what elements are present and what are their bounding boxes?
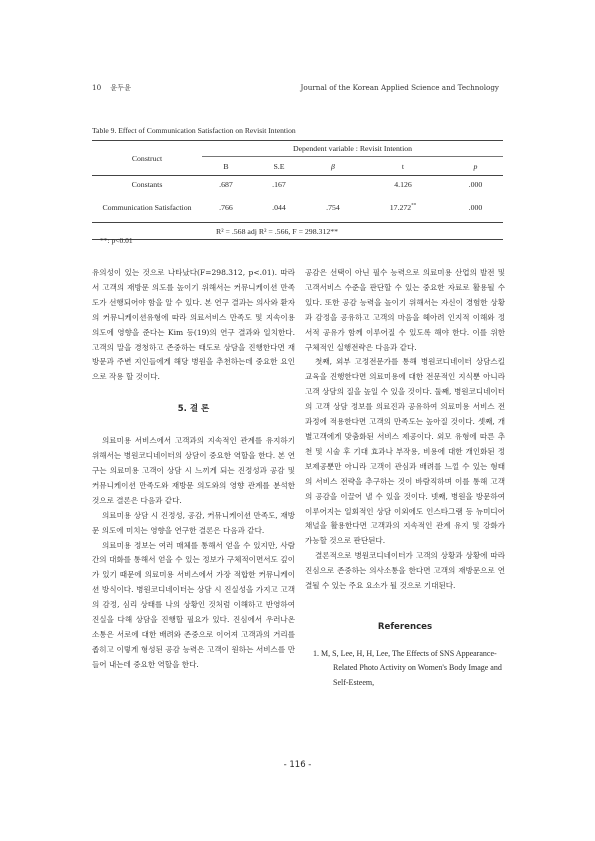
model-summary: R² = .568 adj R² = .566, F = 298.312**: [202, 223, 503, 240]
body-paragraph: 결론적으로 병원코디네이터가 고객의 상황과 상황에 따라 진심으로 존중하는 의사소통을 한다면 고객의 재방문으로 연결될 수 있는 주요 요소가 될 것으로 기대된다.: [305, 551, 505, 591]
row-t-sup: **: [411, 202, 417, 208]
left-column: [92, 266, 295, 673]
row-construct: Communication Satisfaction: [102, 202, 192, 212]
body-paragraph: 첫째, 외부 고정전문가를 통해 병원코디네이터 상담스킬 교육을 진행한다면 의료미용에 대한 전문적인 지식뿐 아니라 고객 상담의 질을 높일 수 있을 것이다. 둘째, 병원코디네이터의 고객 상담 정보를 의료진과 공유하여 의료미용 서비스 전 과정에 적용한다면 고객의 만족도는 높아질 것이다. 셋째, 개별고객에게 맞춤화된 서비스 제공이다. 외모 유형에 따른 추천 및 시술 후 기대 효과나 부작용, 비용에 대한 개인화된 정보제공뿐만 아니라 고객이 관심과 배려를 느낄 수 있는 형태의 서비스 전략을 추구하는 것이 바람직하며 이를 통해 고객의 공감을 이끌어 낼 수 있을 것이다. 넷째, 병원을 방문하여 이루어지는 일회적인 상담 이외에도 인스타그램 등 뉴미디어 채널을 활용한다면 고객과의 지속적인 관계 유지 및 강화가 가능할 것으로 판단된다.: [305, 357, 505, 546]
row-beta: [308, 176, 358, 193]
right-column: [305, 266, 505, 691]
row-b: .687: [202, 176, 250, 193]
col-header-p: p: [473, 161, 478, 171]
body-paragraph: 의료미용 서비스에서 고객과의 지속적인 관계를 유지하기 위해서는 병원코디네이터의 상담이 중요한 역할을 한다. 본 연구는 의료미용 고객이 상담 시 느끼게 되는 진정성과 공감 및 커뮤니케이션 만족도와 재방문 의도와의 영향 관계를 분석한 것으로 결론은 다음과 같다.: [92, 436, 295, 505]
table-caption: Table 9. Effect of Communication Satisfaction on Revisit Intention: [92, 126, 296, 135]
row-se: .044: [272, 202, 286, 212]
page-number-header: 10: [92, 83, 102, 92]
col-header-beta: β: [331, 161, 335, 171]
row-construct: Constants: [92, 176, 202, 193]
regression-table: [92, 140, 503, 240]
page-footer-number: - 116 -: [283, 760, 312, 770]
body-paragraph: 의료미용 상담 시 진정성, 공감, 커뮤니케이션 만족도, 재방문 의도에 미치는 영향을 연구한 결론은 다음과 같다.: [92, 510, 295, 535]
row-t: [358, 176, 448, 193]
row-p: .000: [468, 202, 483, 212]
body-paragraph: 유의성이 있는 것으로 나타났다(F=298.312, p<.01). 따라서 고객의 재방문 의도를 높이기 위해서는 커뮤니케이션 만족도가 선행되어야 함을 알 수 있다. 본 연구 결과는 의사와 환자의 커뮤니케이션유형에 따라 의료서비스 만족도 및 지속이용의도에 영향을 준다는 Kim 등(19)의 연구 결과와 일치한다. 고객의 말을 경청하고 존중하는 태도로 상담을 진행한다면 재방문과 주변 지인들에게 해당 병원을 추천하는데 중요한 요인으로 작용 할 것이다.: [92, 268, 295, 382]
row-t-value: 4.126: [394, 179, 412, 189]
table-summary-row: [92, 223, 503, 240]
reference-item: 1. M, S, Lee, H, H, Lee, The Effects of SNS Appearance-Related Photo Activity on Women's Body Image and Self-Esteem,: [313, 648, 502, 688]
row-t-value: 17.272: [389, 202, 412, 212]
table-row: [92, 192, 503, 223]
row-b: .766: [219, 202, 233, 212]
table-footnote: **: p<0.01: [100, 236, 133, 245]
running-head-left: [92, 83, 131, 93]
section-heading-conclusion: 5. 결 론: [177, 404, 210, 415]
row-p: .000: [448, 176, 503, 193]
row-beta: .754: [326, 202, 340, 212]
table-header-row-1: [92, 141, 503, 157]
table-row: [92, 176, 503, 193]
author-name: 윤두윤: [110, 83, 132, 92]
body-paragraph: 의료미용 정보는 여러 매체를 통해서 얻을 수 있지만, 사람 간의 대화를 통해서 얻을 수 있는 정보가 구체적이면서도 깊이가 있기 때문에 의료미용 서비스에서 가장 적합한 커뮤니케이션 방식이다. 병원코디네이터는 상담 시 진실성을 가지고 고객의 감정, 심리 상태를 나의 상황인 것처럼 이해하고 반영하여 진실을 다해 상담을 진행할 필요가 있다. 진심에서 우러나온 소통은 서로에 대한 배려와 존중으로 이어져 고객과의 거리를 좁히고 이렇게 형성된 공감 능력은 고객이 원하는 서비스를 만들어 내는데 중요한 역할을 한다.: [92, 540, 295, 669]
col-header-t: t: [401, 161, 405, 171]
col-header-b: B: [223, 161, 229, 171]
col-header-se: S.E: [273, 161, 285, 171]
row-se: .167: [250, 176, 308, 193]
journal-title: Journal of the Korean Applied Science and Technology: [300, 83, 499, 92]
references-heading: References: [377, 621, 433, 632]
dependent-variable-header: Dependent variable : Revisit Intention: [202, 141, 503, 157]
construct-header: Construct: [92, 141, 202, 176]
row-t: [358, 192, 448, 223]
body-paragraph: 공감은 선택이 아닌 필수 능력으로 의료미용 산업의 발전 및 고객서비스 수준을 판단할 수 있는 중요한 자료로 활용될 수 있다. 또한 공감 능력을 높이기 위해서는 자신이 경험한 상황과 감정을 공유하고 고객의 마음을 헤아려 인지적 이해와 정서적 공유가 함께 이루어질 수 있도록 해야 한다. 이를 위한 구체적인 실행전략은 다음과 같다.: [305, 268, 505, 352]
